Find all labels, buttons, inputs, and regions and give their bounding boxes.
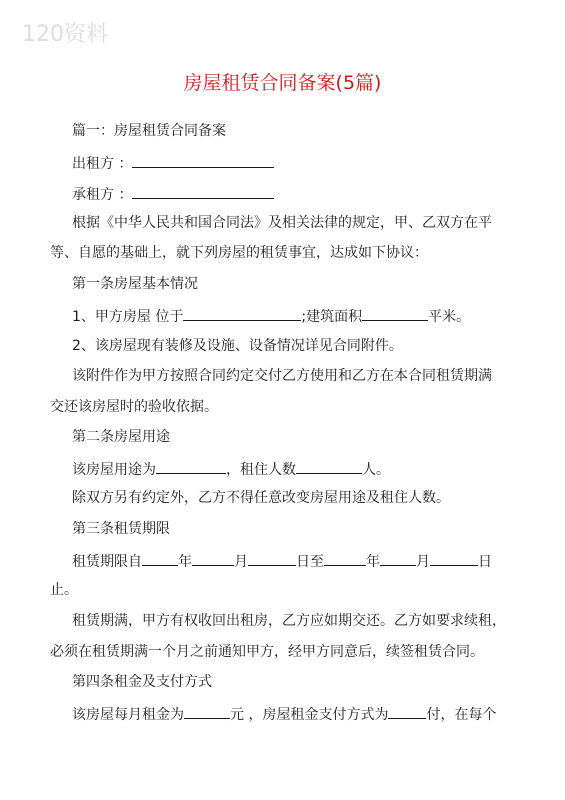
end-year-unit: 年 bbox=[366, 554, 380, 570]
article-4-rent-line bbox=[72, 704, 496, 724]
article-2-use-line bbox=[72, 459, 390, 479]
article-2-note: 除双方另有约定外，乙方不得任意改变房屋用途及租住人数。 bbox=[72, 490, 450, 506]
location-label: 1、甲方房屋 位于 bbox=[72, 309, 184, 325]
area-unit: 平米。 bbox=[428, 309, 471, 325]
use-label: 该房屋用途为 bbox=[72, 462, 156, 478]
intro-line-2: 等、自愿的基础上，就下列房屋的租赁事宜，达成如下协议： bbox=[50, 245, 428, 261]
article-3-term-line bbox=[72, 551, 492, 571]
start-day-blank bbox=[248, 551, 296, 566]
article-3-note-line-2: 必须在租赁期满一个月之前通知甲方，经甲方同意后，续签租赁合同。 bbox=[50, 644, 484, 660]
area-blank bbox=[362, 306, 428, 321]
article-1-item-2: 2、该房屋现有装修及设施、设备情况详见合同附件。 bbox=[72, 338, 403, 354]
rent-label: 该房屋每月租金为 bbox=[72, 707, 184, 723]
intro-line-1: 根据《中华人民共和国合同法》及相关法律的规定，甲、乙双方在平 bbox=[72, 215, 492, 231]
watermark: 120资料 bbox=[22, 22, 108, 47]
article-1-item-1 bbox=[72, 306, 470, 326]
payment-method-label: 元 ，房屋租金支付方式为 bbox=[230, 707, 389, 723]
payment-tail: 付，在每个 bbox=[426, 707, 497, 723]
lessor-label: 出租方 ： bbox=[72, 156, 133, 172]
end-year-blank bbox=[324, 551, 366, 566]
start-year-unit: 年 bbox=[178, 554, 192, 570]
start-day-to: 日至 bbox=[296, 554, 324, 570]
end-month-unit: 月 bbox=[416, 554, 430, 570]
article-4-title: 第四条租金及支付方式 bbox=[72, 674, 212, 690]
use-blank bbox=[156, 459, 226, 474]
start-month-blank bbox=[192, 551, 234, 566]
article-1-title: 第一条房屋基本情况 bbox=[72, 276, 198, 292]
lessor-line bbox=[72, 153, 274, 173]
start-month-unit: 月 bbox=[234, 554, 248, 570]
area-label: ;建筑面积 bbox=[301, 309, 363, 325]
end-month-blank bbox=[380, 551, 416, 566]
document-title: 房屋租赁合同备案(5篇) bbox=[183, 72, 382, 94]
rent-blank bbox=[184, 704, 230, 719]
article-3-term-end: 止。 bbox=[50, 582, 78, 598]
article-1-note-line-2: 交还该房屋时的验收依据。 bbox=[50, 399, 218, 415]
payment-method-blank bbox=[388, 704, 426, 719]
article-2-title: 第二条房屋用途 bbox=[72, 429, 170, 445]
term-label: 租赁期限自 bbox=[72, 554, 142, 570]
occupants-label: ，租住人数 bbox=[226, 462, 296, 478]
chapter-heading: 篇一：房屋租赁合同备案 bbox=[72, 123, 226, 139]
lessee-line bbox=[72, 184, 274, 204]
start-year-blank bbox=[142, 551, 178, 566]
lessee-blank bbox=[132, 184, 274, 199]
article-1-note-line-1: 该附件作为甲方按照合同约定交付乙方使用和乙方在本合同租赁期满 bbox=[72, 368, 492, 384]
article-3-note-line-1: 租赁期满，甲方有权收回出租房，乙方应如期交还。乙方如要求续租， bbox=[72, 613, 506, 629]
end-day-blank bbox=[430, 551, 478, 566]
occupants-unit: 人。 bbox=[362, 462, 390, 478]
location-blank bbox=[183, 306, 301, 321]
lessee-label: 承租方 ： bbox=[72, 187, 133, 203]
lessor-blank bbox=[132, 153, 274, 168]
occupants-blank bbox=[296, 459, 362, 474]
end-day-unit: 日 bbox=[478, 554, 492, 570]
article-3-title: 第三条租赁期限 bbox=[72, 521, 170, 537]
